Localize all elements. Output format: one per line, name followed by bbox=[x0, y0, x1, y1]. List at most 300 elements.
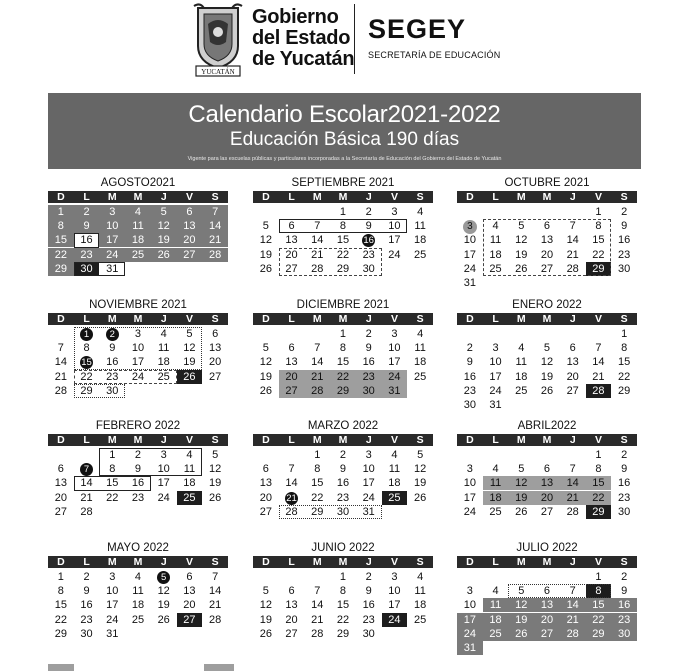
period-outline bbox=[74, 370, 177, 384]
day-cell: 7 bbox=[569, 585, 576, 598]
weekday-label: L bbox=[492, 434, 499, 446]
weekday-label: V bbox=[390, 191, 398, 203]
day-cell: 28 bbox=[304, 384, 330, 398]
day-cell: 2 bbox=[621, 206, 628, 218]
day-cell: 10 bbox=[489, 356, 502, 369]
day-cell bbox=[151, 570, 177, 584]
day-cell: 28 bbox=[586, 384, 612, 398]
gov-line-2: del Estado bbox=[252, 27, 351, 49]
day-cell: 22 bbox=[106, 491, 119, 504]
day-cell: 11 bbox=[515, 356, 527, 369]
day-cell: 23 bbox=[362, 248, 375, 261]
day-cell: 23 bbox=[80, 613, 93, 626]
day-cell: 5 bbox=[262, 585, 269, 598]
weekday-label: L bbox=[288, 191, 295, 203]
day-cell: 4 bbox=[518, 342, 525, 355]
day-cell: 24 bbox=[463, 262, 476, 275]
marked-day: 3 bbox=[463, 220, 477, 234]
day-cell: 15 bbox=[336, 234, 350, 247]
weekday-label: V bbox=[185, 556, 193, 568]
day-cell: 3 bbox=[99, 205, 125, 219]
day-cell: 18 bbox=[483, 613, 509, 627]
day-cell: 21 bbox=[80, 491, 93, 504]
month-9 bbox=[457, 419, 637, 537]
month-title: FEBRERO 2022 bbox=[95, 420, 181, 432]
day-cell: 13 bbox=[285, 356, 298, 369]
day-cell: 25 bbox=[483, 627, 509, 641]
day-cell: 5 bbox=[262, 220, 269, 233]
day-cell: 19 bbox=[414, 477, 427, 490]
day-cell: 11 bbox=[414, 585, 426, 598]
day-cell: 26 bbox=[157, 613, 170, 626]
weekday-label: M bbox=[312, 191, 322, 203]
day-cell: 17 bbox=[457, 613, 483, 627]
day-cell: 30 bbox=[106, 384, 119, 397]
day-cell: 27 bbox=[540, 262, 554, 275]
day-cell: 17 bbox=[463, 248, 476, 261]
day-cell: 23 bbox=[74, 248, 100, 262]
weekday-header bbox=[457, 313, 637, 325]
day-cell: 21 bbox=[54, 370, 67, 383]
weekday-label: M bbox=[312, 313, 322, 325]
segey-logo: SEGEY bbox=[368, 14, 467, 44]
day-cell: 16 bbox=[336, 477, 350, 490]
weekday-label: J bbox=[160, 556, 167, 568]
day-cell: 17 bbox=[388, 599, 401, 612]
day-cell: 28 bbox=[202, 248, 228, 262]
day-cell: 16 bbox=[611, 598, 637, 612]
day-cell: 1 bbox=[595, 571, 602, 583]
month-11 bbox=[253, 541, 433, 659]
weekday-label: S bbox=[620, 556, 628, 568]
day-cell: 15 bbox=[586, 598, 612, 612]
day-cell: 15 bbox=[336, 599, 350, 612]
weekday-label: M bbox=[542, 313, 552, 325]
day-cell: 4 bbox=[492, 463, 499, 476]
weekday-header bbox=[48, 434, 228, 446]
day-cell: 30 bbox=[618, 262, 631, 275]
day-cell: 30 bbox=[362, 262, 375, 275]
weekday-label: M bbox=[312, 434, 322, 446]
weekday-label: M bbox=[542, 556, 552, 568]
marked-day: 7 bbox=[80, 463, 93, 476]
day-cell: 30 bbox=[463, 399, 476, 411]
day-cell: 15 bbox=[618, 356, 631, 369]
day-cell: 10 bbox=[388, 220, 401, 233]
day-cell: 1 bbox=[339, 328, 347, 340]
day-cell: 7 bbox=[57, 342, 64, 355]
day-cell: 19 bbox=[157, 599, 170, 612]
day-cell: 20 bbox=[534, 491, 560, 505]
day-cell: 3 bbox=[391, 328, 398, 340]
day-cell: 9 bbox=[83, 585, 90, 598]
day-cell: 24 bbox=[106, 613, 119, 626]
day-cell: 1 bbox=[57, 571, 64, 583]
day-cell: 27 bbox=[177, 248, 203, 262]
day-cell: 1 bbox=[621, 328, 628, 340]
period-outline bbox=[74, 327, 203, 370]
day-cell: 9 bbox=[466, 356, 473, 369]
day-cell: 22 bbox=[586, 491, 612, 505]
day-cell: 24 bbox=[457, 627, 483, 641]
day-cell: 1 bbox=[339, 206, 347, 218]
day-cell: 14 bbox=[311, 356, 324, 369]
day-cell: 13 bbox=[285, 599, 298, 612]
calendar-title: Calendario Escolar2021-2022 bbox=[188, 101, 501, 128]
day-cell: 12 bbox=[151, 219, 177, 233]
day-cell: 17 bbox=[463, 491, 476, 504]
month-title: JUNIO 2022 bbox=[311, 542, 375, 554]
day-cell: 27 bbox=[534, 627, 560, 641]
weekday-label: D bbox=[466, 434, 474, 446]
weekday-label: L bbox=[83, 191, 90, 203]
weekday-label: D bbox=[262, 434, 270, 446]
day-cell: 19 bbox=[259, 613, 272, 626]
month-10 bbox=[48, 541, 228, 659]
weekday-label: D bbox=[466, 556, 474, 568]
day-cell: 14 bbox=[592, 356, 605, 369]
day-cell: 2 bbox=[365, 571, 372, 583]
day-cell bbox=[279, 491, 305, 505]
day-cell: 18 bbox=[125, 233, 151, 247]
day-cell: 22 bbox=[48, 248, 74, 262]
month-12 bbox=[457, 541, 637, 659]
day-cell: 9 bbox=[365, 342, 372, 355]
weekday-label: M bbox=[107, 556, 117, 568]
day-cell: 6 bbox=[543, 220, 551, 233]
day-cell: 20 bbox=[177, 233, 203, 247]
month-title: JULIO 2022 bbox=[516, 542, 578, 554]
day-cell: 2 bbox=[365, 328, 372, 340]
day-cell: 24 bbox=[382, 613, 408, 627]
day-cell: 20 bbox=[566, 370, 579, 383]
day-cell: 9 bbox=[134, 463, 142, 476]
day-cell: 17 bbox=[99, 233, 125, 247]
weekday-label: V bbox=[594, 556, 602, 568]
day-cell: 15 bbox=[592, 234, 605, 247]
day-cell: 14 bbox=[560, 476, 586, 490]
weekday-label: D bbox=[57, 556, 65, 568]
day-cell: 16 bbox=[106, 356, 119, 369]
day-cell: 31 bbox=[457, 641, 483, 655]
day-cell: 20 bbox=[209, 356, 222, 369]
day-cell: 26 bbox=[515, 505, 528, 518]
day-cell: 2 bbox=[134, 449, 142, 461]
day-cell: 3 bbox=[466, 585, 473, 598]
weekday-label: M bbox=[107, 313, 117, 325]
day-cell: 14 bbox=[202, 219, 228, 233]
day-cell bbox=[457, 219, 483, 233]
day-cell: 11 bbox=[483, 598, 509, 612]
weekday-header bbox=[457, 191, 637, 203]
day-cell: 8 bbox=[48, 219, 74, 233]
day-cell: 20 bbox=[279, 370, 305, 384]
day-cell: 21 bbox=[592, 370, 605, 383]
day-cell: 27 bbox=[566, 384, 579, 397]
day-cell: 24 bbox=[388, 248, 401, 261]
day-cell: 16 bbox=[618, 234, 631, 247]
day-cell: 12 bbox=[209, 463, 222, 476]
day-cell: 27 bbox=[285, 627, 298, 640]
day-cell: 14 bbox=[80, 477, 93, 490]
day-cell: 21 bbox=[560, 613, 586, 627]
day-cell: 13 bbox=[177, 219, 203, 233]
day-cell: 1 bbox=[595, 206, 602, 218]
weekday-header bbox=[253, 434, 433, 446]
day-cell: 16 bbox=[618, 477, 631, 490]
day-cell: 8 bbox=[339, 342, 347, 355]
day-cell: 8 bbox=[595, 220, 602, 233]
day-cell: 1 bbox=[48, 205, 74, 219]
day-cell: 17 bbox=[388, 356, 401, 369]
weekday-label: L bbox=[83, 313, 90, 325]
weekday-label: L bbox=[288, 313, 295, 325]
day-cell: 19 bbox=[151, 233, 177, 247]
day-cell: 6 bbox=[288, 342, 295, 355]
day-cell: 7 bbox=[212, 571, 219, 583]
weekday-label: M bbox=[338, 191, 348, 203]
day-cell: 12 bbox=[183, 342, 196, 355]
weekday-label: M bbox=[516, 434, 526, 446]
day-cell: 14 bbox=[560, 598, 586, 612]
day-cell: 10 bbox=[463, 234, 476, 247]
day-cell: 26 bbox=[259, 627, 272, 640]
day-cell: 19 bbox=[183, 356, 196, 369]
weekday-label: V bbox=[390, 556, 398, 568]
day-cell: 7 bbox=[202, 205, 228, 219]
day-cell: 19 bbox=[259, 370, 272, 383]
day-cell: 18 bbox=[388, 477, 401, 490]
weekday-label: J bbox=[365, 556, 372, 568]
weekday-label: V bbox=[594, 313, 602, 325]
day-cell: 10 bbox=[99, 219, 125, 233]
day-cell: 12 bbox=[259, 599, 272, 612]
day-cell: 14 bbox=[209, 585, 222, 598]
period-outline bbox=[74, 384, 125, 398]
legend-swatch bbox=[204, 664, 234, 671]
day-cell: 19 bbox=[508, 491, 534, 505]
period-outline bbox=[279, 505, 382, 519]
day-cell: 11 bbox=[125, 219, 151, 233]
day-cell: 9 bbox=[365, 585, 372, 598]
period-outline bbox=[74, 476, 151, 490]
day-cell: 17 bbox=[131, 356, 145, 369]
marked-day: 1 bbox=[80, 328, 93, 341]
day-cell: 5 bbox=[262, 342, 269, 355]
month-title: OCTUBRE 2021 bbox=[504, 177, 590, 189]
day-cell: 19 bbox=[515, 248, 528, 261]
weekday-label: M bbox=[338, 556, 348, 568]
day-cell: 11 bbox=[414, 342, 426, 355]
gov-line-3: de Yucatán bbox=[252, 48, 355, 70]
svg-text:YUCATÁN: YUCATÁN bbox=[201, 68, 235, 76]
day-cell: 22 bbox=[54, 613, 67, 626]
day-cell: 11 bbox=[483, 476, 509, 490]
day-cell: 5 bbox=[417, 449, 424, 461]
day-cell: 7 bbox=[569, 220, 576, 233]
weekday-label: S bbox=[620, 434, 628, 446]
weekday-header bbox=[48, 556, 228, 568]
day-cell: 23 bbox=[356, 370, 382, 384]
day-cell: 28 bbox=[311, 262, 324, 275]
day-cell: 4 bbox=[391, 449, 398, 461]
day-cell: 10 bbox=[362, 463, 375, 476]
day-cell: 26 bbox=[540, 384, 554, 397]
day-cell: 15 bbox=[586, 476, 612, 490]
day-cell: 8 bbox=[57, 585, 64, 598]
weekday-label: D bbox=[466, 191, 474, 203]
segey-subtitle: SECRETARÍA DE EDUCACIÓN bbox=[368, 50, 501, 60]
day-cell: 28 bbox=[54, 384, 67, 397]
day-cell: 4 bbox=[160, 328, 167, 340]
weekday-label: L bbox=[83, 556, 90, 568]
day-cell: 27 bbox=[279, 384, 305, 398]
day-cell: 8 bbox=[339, 220, 347, 233]
day-cell: 22 bbox=[330, 370, 356, 384]
weekday-label: M bbox=[107, 434, 117, 446]
day-cell: 19 bbox=[259, 248, 272, 261]
day-cell: 22 bbox=[336, 613, 350, 626]
day-cell: 23 bbox=[336, 491, 350, 504]
day-cell: 24 bbox=[131, 370, 145, 383]
day-cell: 31 bbox=[362, 505, 375, 518]
day-cell: 28 bbox=[566, 262, 579, 275]
day-cell: 4 bbox=[417, 206, 424, 218]
day-cell: 20 bbox=[259, 491, 272, 504]
day-cell: 2 bbox=[74, 205, 100, 219]
day-cell: 4 bbox=[134, 571, 142, 583]
day-cell: 13 bbox=[209, 342, 222, 355]
day-cell: 10 bbox=[388, 585, 401, 598]
day-cell: 5 bbox=[518, 220, 525, 233]
day-cell: 8 bbox=[83, 342, 90, 355]
weekday-label: V bbox=[185, 313, 193, 325]
day-cell: 20 bbox=[285, 613, 298, 626]
day-cell: 13 bbox=[534, 476, 560, 490]
day-cell: 17 bbox=[489, 370, 502, 383]
weekday-header bbox=[253, 556, 433, 568]
day-cell: 7 bbox=[314, 342, 321, 355]
day-cell: 12 bbox=[259, 356, 272, 369]
day-cell: 12 bbox=[540, 356, 554, 369]
day-cell: 24 bbox=[362, 491, 375, 504]
day-cell: 21 bbox=[304, 370, 330, 384]
weekday-header bbox=[253, 191, 433, 203]
marked-day: 2 bbox=[106, 328, 119, 341]
day-cell: 29 bbox=[311, 505, 324, 518]
day-cell: 28 bbox=[209, 613, 222, 626]
day-cell: 17 bbox=[157, 477, 170, 490]
day-cell: 12 bbox=[414, 463, 427, 476]
day-cell: 26 bbox=[508, 627, 534, 641]
marked-day: 16 bbox=[363, 235, 374, 247]
day-cell: 23 bbox=[362, 613, 375, 626]
day-cell bbox=[74, 462, 100, 476]
day-cell: 6 bbox=[57, 463, 64, 476]
day-cell: 17 bbox=[362, 477, 375, 490]
weekday-label: V bbox=[185, 434, 193, 446]
weekday-label: J bbox=[569, 191, 576, 203]
day-cell: 12 bbox=[157, 585, 170, 598]
weekday-label: D bbox=[466, 313, 474, 325]
day-cell: 16 bbox=[362, 599, 375, 612]
day-cell: 6 bbox=[186, 571, 193, 583]
day-cell: 11 bbox=[183, 463, 196, 476]
day-cell: 18 bbox=[489, 248, 502, 261]
month-title: NOVIEMBRE 2021 bbox=[89, 299, 187, 311]
day-cell: 4 bbox=[186, 449, 193, 461]
government-name bbox=[252, 7, 354, 70]
day-cell: 13 bbox=[259, 477, 272, 490]
day-cell: 30 bbox=[80, 627, 93, 640]
day-cell: 14 bbox=[311, 234, 324, 247]
day-cell: 16 bbox=[463, 370, 476, 383]
period-outline bbox=[74, 262, 125, 276]
day-cell: 10 bbox=[463, 599, 476, 612]
weekday-label: M bbox=[312, 556, 322, 568]
day-cell: 26 bbox=[515, 262, 528, 275]
day-cell: 27 bbox=[54, 505, 67, 518]
weekday-label: L bbox=[288, 434, 295, 446]
day-cell: 10 bbox=[388, 342, 401, 355]
day-cell: 8 bbox=[595, 463, 602, 476]
day-cell: 25 bbox=[131, 613, 145, 626]
state-seal-logo bbox=[192, 2, 244, 78]
day-cell: 9 bbox=[621, 463, 628, 476]
day-cell: 3 bbox=[391, 571, 398, 583]
day-cell: 30 bbox=[362, 627, 375, 640]
month-5 bbox=[253, 298, 433, 416]
month-title: SEPTIEMBRE 2021 bbox=[291, 177, 395, 189]
weekday-label: J bbox=[160, 313, 167, 325]
day-cell: 30 bbox=[611, 627, 637, 641]
day-cell: 4 bbox=[492, 585, 499, 598]
period-outline bbox=[99, 448, 202, 476]
day-cell: 5 bbox=[186, 328, 193, 340]
weekday-label: D bbox=[262, 191, 270, 203]
day-cell: 18 bbox=[414, 356, 427, 369]
weekday-label: V bbox=[594, 191, 602, 203]
day-cell: 27 bbox=[209, 370, 222, 383]
day-cell: 15 bbox=[336, 356, 350, 369]
day-cell: 29 bbox=[586, 505, 612, 519]
day-cell: 13 bbox=[534, 598, 560, 612]
day-cell: 15 bbox=[48, 233, 74, 247]
weekday-label: M bbox=[133, 313, 143, 325]
day-cell: 6 bbox=[177, 205, 203, 219]
weekday-header bbox=[48, 313, 228, 325]
day-cell: 3 bbox=[109, 571, 116, 583]
day-cell: 8 bbox=[621, 342, 628, 355]
period-outline bbox=[483, 219, 612, 276]
day-cell bbox=[356, 233, 382, 247]
month-title: ABRIL2022 bbox=[517, 420, 577, 432]
weekday-label: S bbox=[416, 434, 424, 446]
title-banner bbox=[48, 93, 641, 169]
day-cell: 21 bbox=[209, 599, 222, 612]
day-cell: 5 bbox=[543, 342, 551, 355]
day-cell: 1 bbox=[339, 571, 347, 583]
day-cell: 12 bbox=[508, 476, 534, 490]
weekday-label: M bbox=[542, 434, 552, 446]
day-cell: 5 bbox=[518, 463, 525, 476]
day-cell: 3 bbox=[160, 449, 167, 461]
day-cell: 9 bbox=[74, 219, 100, 233]
period-outline bbox=[279, 219, 408, 233]
day-cell: 29 bbox=[336, 262, 350, 275]
weekday-label: L bbox=[492, 556, 499, 568]
day-cell: 12 bbox=[508, 598, 534, 612]
